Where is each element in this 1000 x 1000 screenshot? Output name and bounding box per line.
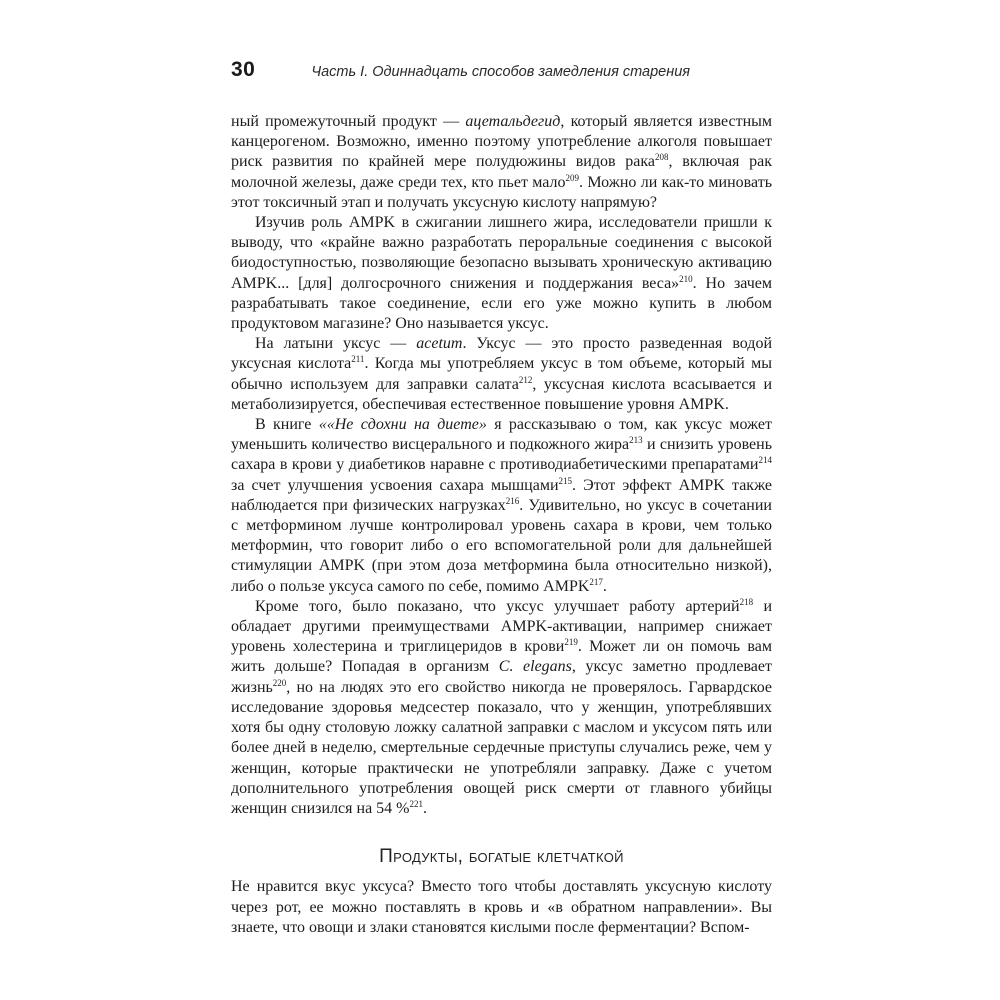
running-header: [231, 58, 791, 88]
text-run: , уксус заметно продлевает жизнь: [231, 658, 773, 696]
footnote-ref: 210: [679, 273, 693, 284]
text-run: На латыни уксус —: [255, 335, 417, 353]
footnote-ref: 208: [655, 152, 669, 163]
paragraph-6: [231, 877, 772, 938]
text-run: ный промежуточный продукт —: [231, 113, 466, 130]
text-run: . Удивительно, но уксус в сочетании с метформином лучше контролировал уровень сахара в крови, чем только метформин, что говорит либо о его вспомогательной роли для дальнейшей стимуляции AMPK (при этом доза метформина была относительно низкой), либо о пользе уксуса самого по себе, помимо AMPK: [231, 496, 772, 595]
text-run: В книге: [255, 416, 319, 434]
italic-term: acetum: [416, 335, 463, 353]
text-run: и обладает другими преимуществами AMPK-активации, например снижает уровень холестерина и триглицеридов в крови: [231, 597, 772, 656]
page-body: [231, 112, 772, 938]
text-run: .: [423, 799, 427, 817]
text-run: , уксусная кислота всасывается и метаболизируется, обеспечивая естественное повышение уровня AMPK.: [231, 375, 772, 413]
paragraph-2: [231, 213, 772, 334]
footnote-ref: 220: [272, 677, 287, 688]
footnote-ref: 214: [758, 455, 772, 466]
footnote-ref: 213: [629, 435, 643, 446]
text-run: Не нравится вкус уксуса? Вместо того чтобы доставлять уксусную кислоту через рот, ее можно поставлять в кровь и «в обратном направлении». Вы знаете, что овощи и злаки становятся кислыми после ферментации? Вспом-: [231, 878, 772, 936]
footnote-ref: 217: [589, 576, 603, 587]
paragraph-1: [231, 112, 772, 213]
italic-species-name: C. elegans: [498, 658, 572, 676]
section-heading: Продукты, богатые клетчаткой: [379, 846, 624, 868]
text-run: Кроме того, было показано, что уксус улучшает работу артерий: [255, 597, 740, 615]
paragraph-3: [231, 334, 772, 415]
italic-book-title: ««Не сдохни на диете»: [318, 416, 487, 434]
footnote-ref: 212: [518, 374, 533, 385]
italic-term: ацетальдегид: [465, 113, 561, 130]
text-run: я рассказываю о том, как уксус может уменьшить количество висцерального и подкожного жира: [231, 416, 772, 454]
text-run: . Можно ли как-то миновать этот токсичный этап и получать уксусную кислоту напрямую?: [231, 173, 772, 211]
text-run: , но на людях это его свойство никогда не проверялось. Гарвардское исследование здоровья медсестер показало, что у женщин, употреблявших хотя бы одну столовую ложку салатной заправки с маслом и уксусом пять или более дней в неделю, смертельные сердечные приступы случались реже, чем у женщин, которые практически не употребляли заправку. Даже с учетом дополнительного употребления овощей риск смерти от главного убийцы женщин снизился на 54 %: [231, 678, 772, 817]
paragraph-4: [231, 415, 772, 597]
text-run: .: [602, 577, 607, 595]
text-run: . Может ли он помочь вам жить дольше? Попадая в организм: [231, 638, 773, 676]
page-number: 30: [231, 58, 256, 81]
text-run: Изучив роль AMPK в сжигании лишнего жира, исследователи пришли к выводу, что «крайне важно разработать пероральные соединения с высокой биодоступностью, позволяющие безопасно вызывать хроническую активацию AMPK... [для] долгосрочного снижения и поддержания веса»: [231, 214, 772, 292]
text-run: . Но зачем разрабатывать такое соединение, если его уже можно купить в любом продуктовом магазине? Оно называется уксус.: [231, 274, 772, 333]
footnote-ref: 211: [351, 354, 365, 365]
text-run: . Уксус — это просто разведенная водой уксусная кислота: [231, 335, 773, 373]
running-head: Часть I. Одиннадцать способов замедления старения: [311, 64, 691, 80]
text-run: за счет улучшения усвоения сахара мышцами: [231, 476, 559, 494]
text-run: . Когда мы употребляем уксус в том объеме, который мы обычно используем для заправки салата: [231, 355, 773, 393]
text-run: , который является известным канцерогеном. Возможно, именно поэтому употребление алкоголя повышает риск развития по крайней мере полудюжины видов рака: [231, 113, 773, 171]
footnote-ref: 218: [739, 596, 754, 607]
footnote-ref: 215: [558, 475, 573, 486]
paragraph-5: [231, 597, 772, 819]
text-run: и снизить уровень сахара в крови у диабетиков наравне с противодиабетическими препаратами: [231, 436, 772, 474]
footnote-ref: 216: [505, 495, 520, 506]
footnote-ref: 219: [564, 637, 578, 648]
footnote-ref: 221: [409, 798, 423, 809]
text-run: . Этот эффект AMPK также наблюдается при физических нагрузках: [231, 476, 773, 514]
text-run: , включая рак молочной железы, даже среди тех, кто пьет мало: [231, 153, 772, 191]
footnote-ref: 209: [565, 172, 580, 183]
